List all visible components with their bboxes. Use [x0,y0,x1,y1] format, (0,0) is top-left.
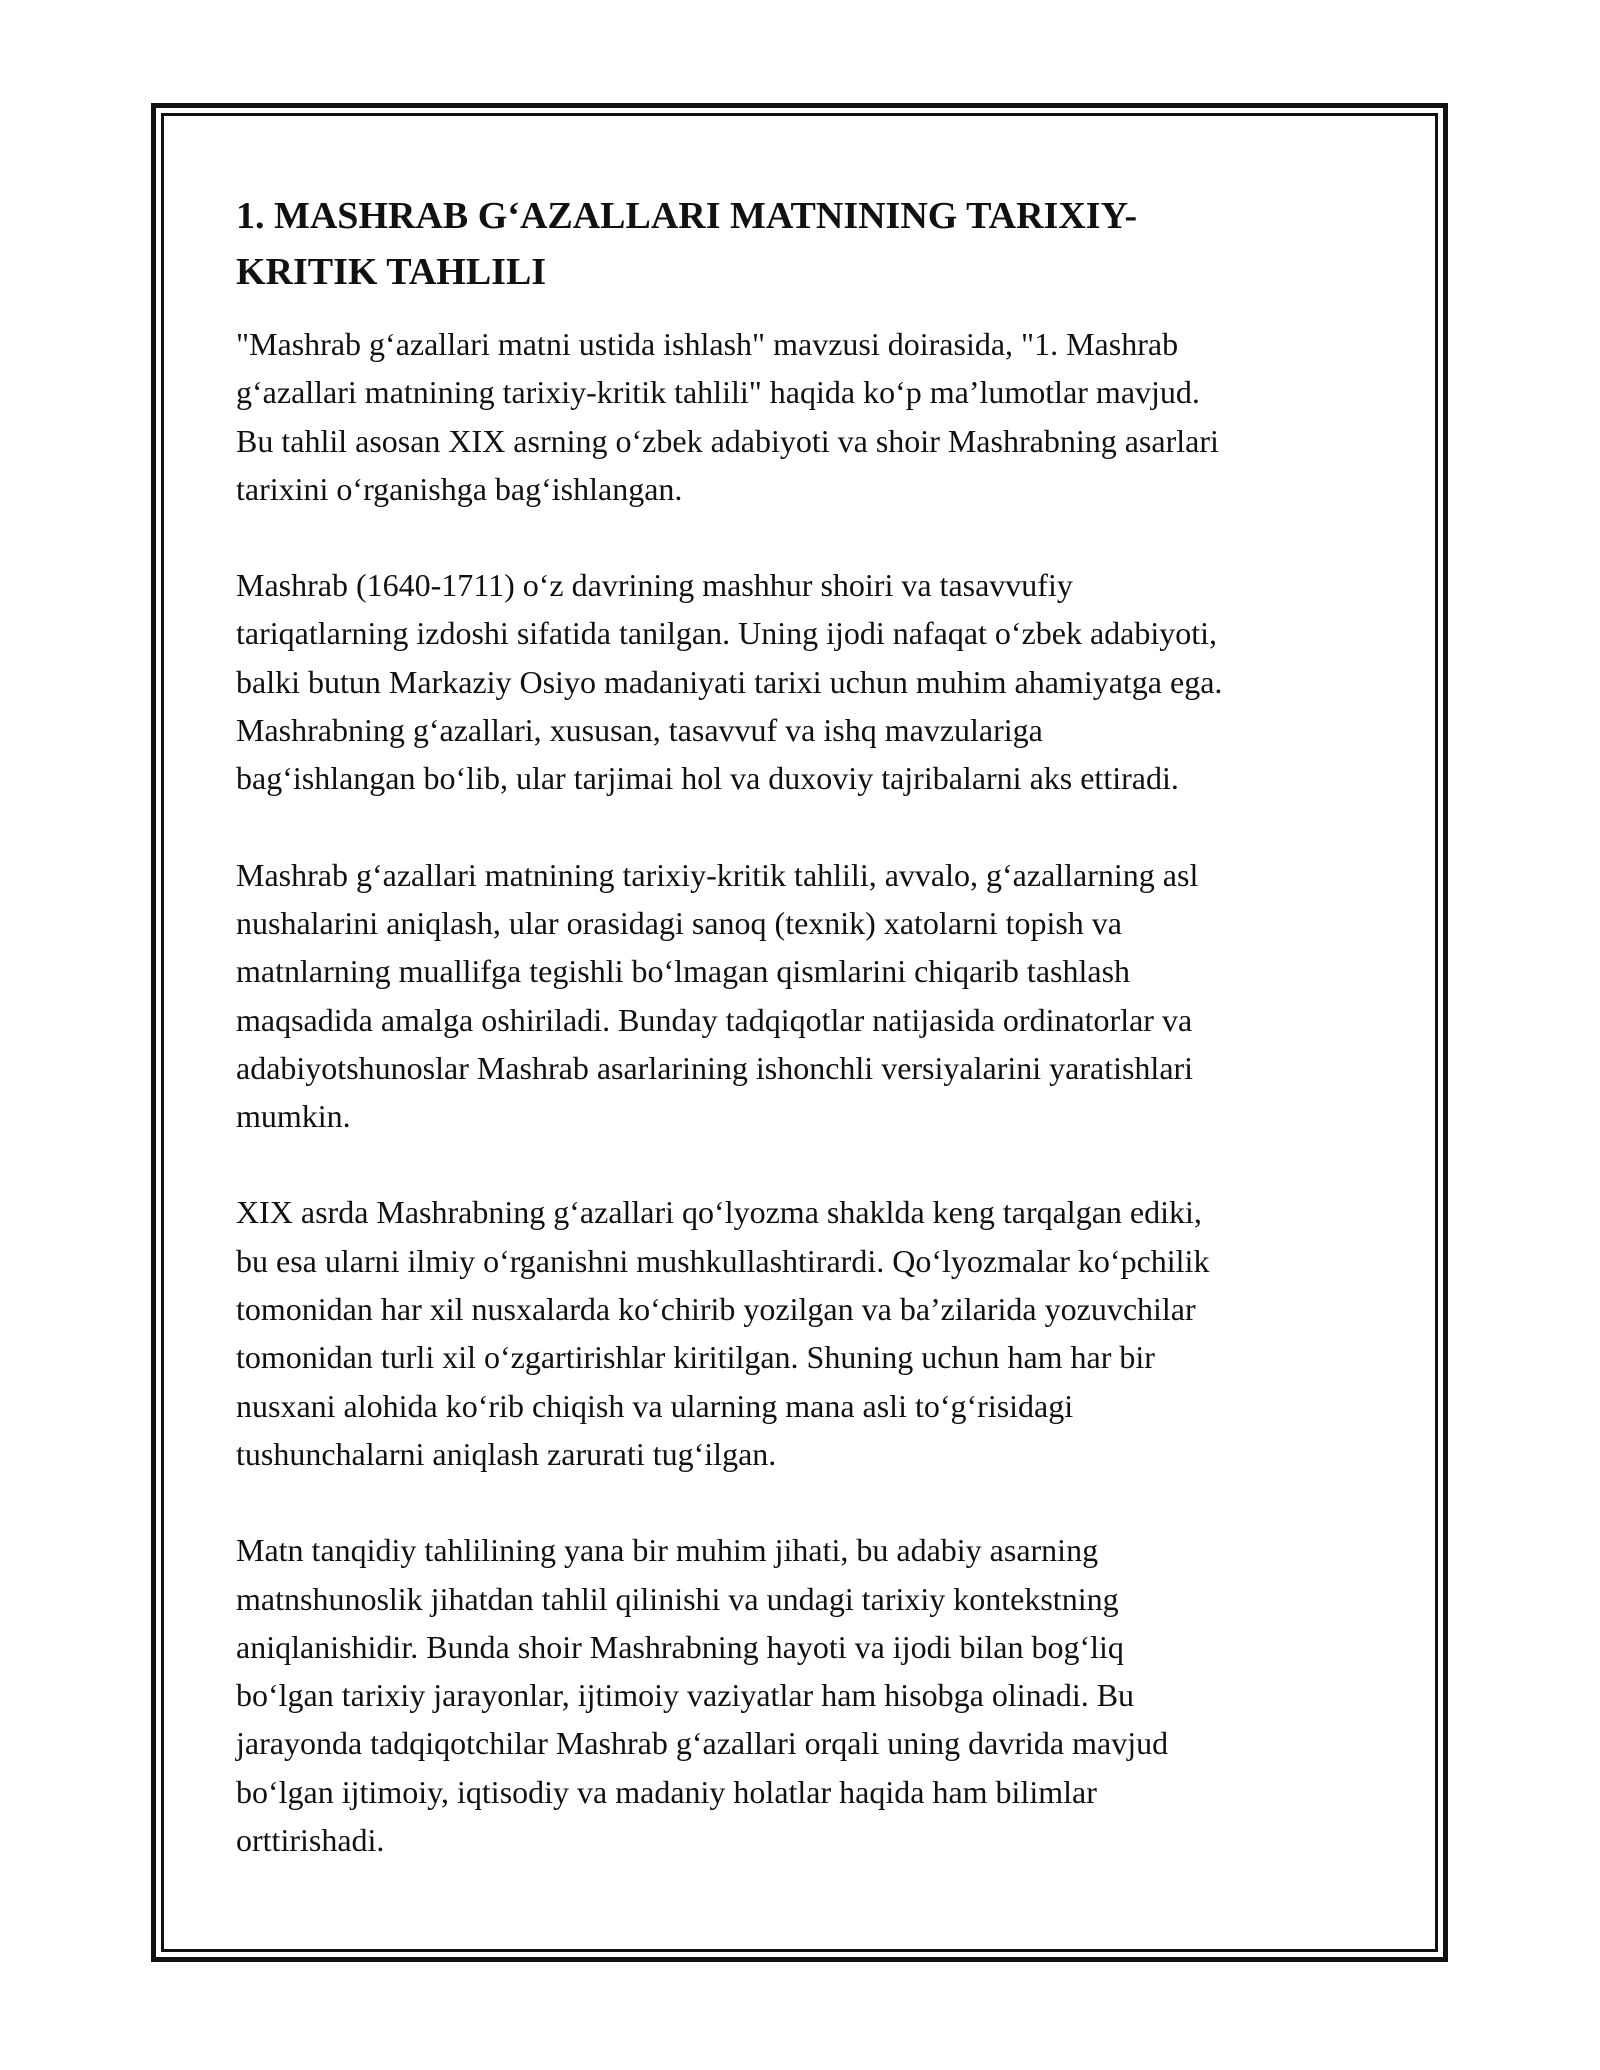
paragraph-manuscripts: XIX asrda Mashrabning g‘azallari qo‘lyozma shaklda keng tarqalgan ediki, bu esa ularni ilmiy o‘rganishni mushkullashtirardi. Qo‘lyozmalar ko‘pchilik tomonidan har xil nusxalarda ko‘chirib yozilgan va ba’zilarida yozuvchilar tomonidan turli xil o‘zgartirishlar kiritilgan. Shuning uchun ham har bir nusxani alohida ko‘rib chiqish va ularning mana asli to‘g‘risidagi tushunchalarni aniqlash zarurati tug‘ilgan. [236,1194,1210,1472]
paragraph-biography: Mashrab (1640-1711) o‘z davrining mashhur shoiri va tasavvufiy tariqatlarning izdoshi sifatida tanilgan. Uning ijodi nafaqat o‘zbek adabiyoti, balki butun Markaziy Osiyo madaniyati tarixi uchun muhim ahamiyatga ega. Mashrabning g‘azallari, xususan, tasavvuf va ishq mavzulariga bag‘ishlangan bo‘lib, ular tarjimai hol va duxoviy tajribalarni aks ettiradi. [236,567,1223,797]
paragraph-historical-context: Matn tanqidiy tahlilining yana bir muhim jihati, bu adabiy asarning matnshunoslik jihatdan tahlil qilinishi va undagi tarixiy kontekstning aniqlanishidir. Bunda shoir Mashrabning hayoti va ijodi bilan bog‘liq bo‘lgan tarixiy jarayonlar, ijtimoiy vaziyatlar ham hisobga olinadi. Bu jarayonda tadqiqotchilar Mashrab g‘azallari orqali uning davrida mavjud bo‘lgan ijtimoiy, iqtisodiy va madaniy holatlar haqida ham bilimlar orttirishadi. [236,1532,1169,1859]
paragraph-intro: "Mashrab g‘azallari matni ustida ishlash" mavzusi doirasida, "1. Mashrab g‘azallari matnining tarixiy-kritik tahlili" haqida ko‘p ma’lumotlar mavjud. Bu tahlil asosan XIX asrning o‘zbek adabiyoti va shoir Mashrabning asarlari tarixini o‘rganishga bag‘ishlangan. [236,326,1219,507]
paragraph-critical-analysis: Mashrab g‘azallari matnining tarixiy-kritik tahlili, avvalo, g‘azallarning asl nushalarini aniqlash, ular orasidagi sanoq (texnik) xatolarni topish va matnlarning muallifga tegishli bo‘lmagan qismlarini chiqarib tashlash maqsadida amalga oshiriladi. Bunday tadqiqotlar natijasida ordinatorlar va adabiyotshunoslar Mashrab asarlarining ishonchli versiyalarini yaratishlari mumkin. [236,856,1199,1135]
section-title: 1. MASHRAB G‘AZALLARI MATNINING TARIXIY- KRITIK TAHLILI [236,195,1138,293]
document-body [236,188,1376,1912]
